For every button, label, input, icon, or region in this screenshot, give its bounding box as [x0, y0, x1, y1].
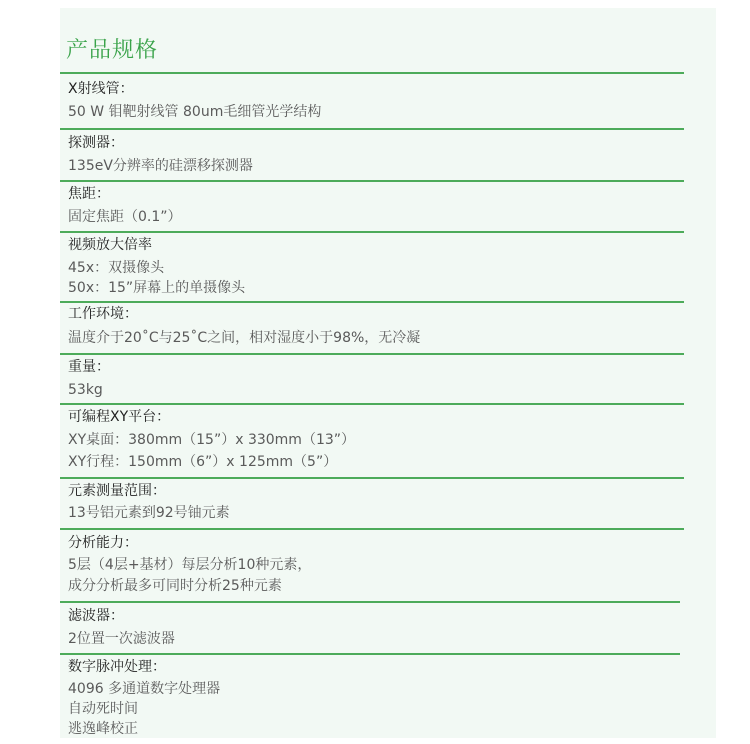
spec-label-xray-tube: X射线管：: [68, 81, 134, 97]
spec-value: 13号铝元素到92号铀元素: [68, 505, 230, 521]
spec-value: 135eV分辨率的硅漂移探测器: [68, 158, 253, 174]
section-divider: [60, 180, 684, 182]
title-divider: [60, 72, 684, 74]
section-divider: [60, 301, 684, 303]
spec-value: 温度介于20˚C与25˚C之间，相对湿度小于98%，无冷凝: [68, 330, 421, 346]
section-divider: [60, 231, 684, 233]
spec-value: 固定焦距（0.1”）: [68, 209, 182, 225]
spec-value: 4096 多通道数字处理器: [68, 681, 221, 697]
spec-value: 2位置一次滤波器: [68, 631, 175, 647]
spec-value: 53kg: [68, 382, 103, 398]
spec-label-element-range: 元素测量范围：: [68, 483, 166, 499]
spec-value: 成分分析最多可同时分析25种元素: [68, 578, 282, 594]
section-divider: [60, 353, 684, 355]
section-divider: [60, 528, 684, 530]
section-divider: [60, 653, 680, 655]
spec-label-filter: 滤波器：: [68, 608, 124, 624]
spec-value: 50 W 钼靶射线管 80um毛细管光学结构: [68, 104, 322, 120]
spec-value: 5层（4层+基材）每层分析10种元素，: [68, 557, 312, 573]
page-title: 产品规格: [66, 38, 159, 63]
spec-label-focal-distance: 焦距：: [68, 186, 110, 202]
spec-value: 45x：双摄像头: [68, 260, 165, 276]
spec-value: 自动死时间: [68, 701, 138, 717]
spec-value: 50x：15”屏幕上的单摄像头: [68, 280, 246, 296]
spec-label-video-magnification: 视频放大倍率: [68, 237, 152, 253]
spec-label-weight: 重量：: [68, 359, 110, 375]
spec-value: XY行程：150mm（6”）x 125mm（5”）: [68, 454, 338, 470]
spec-value: XY桌面：380mm（15”）x 330mm（13”）: [68, 432, 356, 448]
spec-label-analysis-capability: 分析能力：: [68, 535, 138, 551]
section-divider: [60, 477, 684, 479]
section-divider: [60, 601, 680, 603]
spec-label-digital-pulse-processing: 数字脉冲处理：: [68, 659, 166, 675]
spec-label-xy-stage: 可编程XY平台：: [68, 409, 171, 425]
spec-label-detector: 探测器：: [68, 135, 124, 151]
section-divider: [60, 403, 684, 405]
spec-label-operating-environment: 工作环境：: [68, 306, 138, 322]
spec-value: 逃逸峰校正: [68, 721, 138, 737]
section-divider: [60, 128, 684, 130]
